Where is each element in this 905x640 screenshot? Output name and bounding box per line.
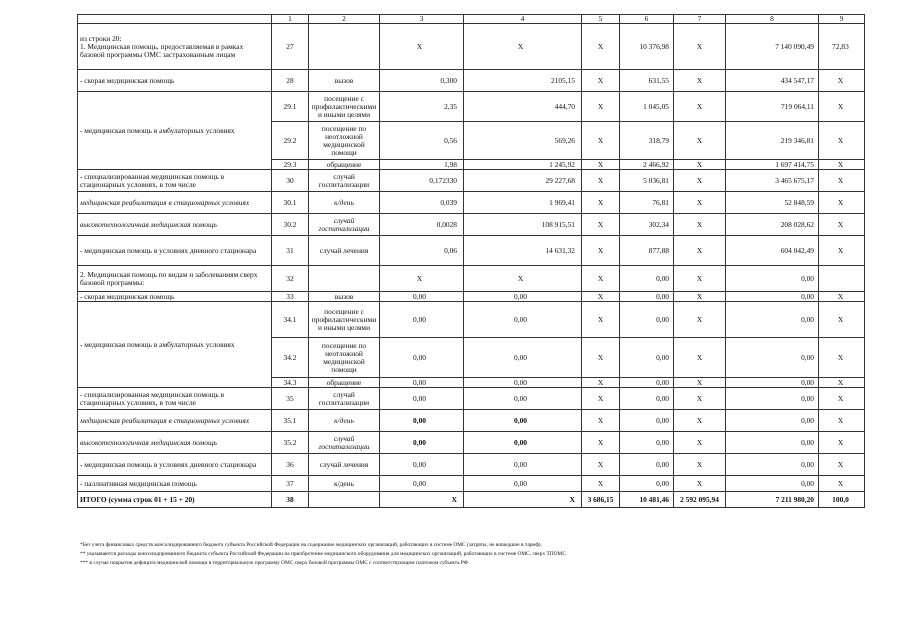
cost-cell: 0,00 [464,410,582,432]
volume-cell: 0,172330 [380,170,464,192]
cost-cell: 1 969,41 [464,192,582,214]
row-label-cell: - скорая медицинская помощь [78,70,272,92]
table-row [78,476,865,492]
volume-cell: X [380,24,464,70]
cost-cell: X [464,492,582,508]
share-cell: X [819,92,865,122]
budget-sum-cell: X [674,122,726,160]
unit-cell [309,266,380,292]
unit-cell: вызов [309,292,380,302]
oms-per-capita-cell: 1 045,05 [620,92,674,122]
cost-cell: 0,00 [464,378,582,388]
table-row [78,266,865,292]
header-cell: 5 [582,15,620,24]
table-row [78,410,865,432]
budget-per-capita-cell: X [582,266,620,292]
budget-per-capita-cell: X [582,378,620,388]
header-cell-empty [78,15,272,24]
unit-cell: вызов [309,70,380,92]
oms-per-capita-cell: 0,00 [620,292,674,302]
oms-per-capita-cell: 631,55 [620,70,674,92]
budget-sum-cell: X [674,92,726,122]
oms-sum-cell: 0,00 [726,388,819,410]
unit-cell: случай госпитализации [309,214,380,236]
table-row [78,192,865,214]
header-cell: 3 [380,15,464,24]
unit-cell: случай госпитализации [309,432,380,454]
footnote: ** указываются расходы консолидированного бюджета субъекта Российской Федерации на приобретение медицинского оборудования для медицинских организаций, работающих в системе ОМС, сверх ТПОМС [80,551,566,557]
oms-per-capita-cell: 318,79 [620,122,674,160]
oms-sum-cell: 0,00 [726,266,819,292]
budget-sum-cell: X [674,192,726,214]
table-row [78,302,865,338]
table-row [78,214,865,236]
volume-cell: 0,0028 [380,214,464,236]
row-label-cell: - специализированная медицинская помощь в стационарных условиях, в том числе [78,170,272,192]
unit-cell: случай госпитализации [309,388,380,410]
volume-cell: 0,00 [380,292,464,302]
table-row [78,170,865,192]
header-cell: 1 [272,15,309,24]
share-cell: X [819,454,865,476]
share-cell: X [819,388,865,410]
share-cell [819,266,865,292]
header-cell: 8 [726,15,819,24]
budget-per-capita-cell: X [582,192,620,214]
oms-sum-cell: 219 346,81 [726,122,819,160]
row-label-cell: ИТОГО (сумма строк 01 + 15 + 20) [78,492,272,508]
share-cell: X [819,302,865,338]
oms-per-capita-cell: 0,00 [620,388,674,410]
row-number-cell: 29.3 [272,160,309,170]
volume-cell: 0,039 [380,192,464,214]
table-row [78,92,865,122]
budget-sum-cell: X [674,292,726,302]
oms-per-capita-cell: 302,34 [620,214,674,236]
row-label-cell: медицинская реабилитация в стационарных условиях [78,192,272,214]
oms-sum-cell: 0,00 [726,454,819,476]
row-number-cell: 34.3 [272,378,309,388]
budget-per-capita-cell: 3 686,15 [582,492,620,508]
table-row [78,236,865,266]
header-cell: 9 [819,15,865,24]
unit-cell: к/день [309,476,380,492]
table-row [78,492,865,508]
volume-cell: 0,06 [380,236,464,266]
row-number-cell: 30.1 [272,192,309,214]
unit-cell: посещение по неотложной медицинской помощи [309,338,380,378]
row-label-cell: - скорая медицинская помощь [78,292,272,302]
volume-cell: 0,300 [380,70,464,92]
table-row [78,388,865,410]
oms-sum-cell: 0,00 [726,432,819,454]
budget-per-capita-cell: X [582,302,620,338]
row-label-cell: - медицинская помощь в условиях дневного стационара [78,454,272,476]
budget-per-capita-cell: X [582,92,620,122]
row-label-cell: высокотехнологичная медицинская помощь [78,214,272,236]
row-number-cell: 34.1 [272,302,309,338]
cost-cell: 29 227,68 [464,170,582,192]
budget-sum-cell: X [674,388,726,410]
oms-per-capita-cell: 2 466,92 [620,160,674,170]
oms-per-capita-cell: 0,00 [620,378,674,388]
budget-per-capita-cell: X [582,388,620,410]
cost-cell: 108 915,51 [464,214,582,236]
budget-sum-cell: X [674,160,726,170]
volume-cell: 1,98 [380,160,464,170]
budget-per-capita-cell: X [582,410,620,432]
unit-cell: обращение [309,160,380,170]
cost-cell: X [464,24,582,70]
row-label-cell: - паллиативная медицинская помощь [78,476,272,492]
row-number-cell: 35.1 [272,410,309,432]
oms-sum-cell: 208 028,62 [726,214,819,236]
header-cell: 2 [309,15,380,24]
row-label-cell: из строки 20: 1. Медицинская помощь, предоставляемая в рамках базовой программы ОМС застрахованным лицам [78,24,272,70]
oms-sum-cell: 604 042,49 [726,236,819,266]
oms-per-capita-cell: 10 481,46 [620,492,674,508]
volume-cell: X [380,266,464,292]
footnote: *Без учета финансовых средств консолидированного бюджета субъекта Российской Федерации на содержание медицинских организаций, работающих в системе ОМС (затраты, не вошедшие в тариф). [80,542,542,548]
row-label-cell: медицинская реабилитация в стационарных условиях [78,410,272,432]
row-number-cell: 35.2 [272,432,309,454]
budget-sum-cell: 2 592 095,94 [674,492,726,508]
volume-cell: 0,56 [380,122,464,160]
row-number-cell: 35 [272,388,309,410]
row-label-cell: 2. Медицинская помощь по видам и заболеваниям сверх базовой программы: [78,266,272,292]
budget-per-capita-cell: X [582,454,620,476]
row-number-cell: 32 [272,266,309,292]
budget-sum-cell: X [674,454,726,476]
budget-sum-cell: X [674,70,726,92]
oms-sum-cell: 7 140 090,49 [726,24,819,70]
volume-cell: 0,00 [380,302,464,338]
cost-cell: 0,00 [464,302,582,338]
share-cell: X [819,378,865,388]
unit-cell: случай лечения [309,454,380,476]
share-cell: X [819,292,865,302]
cost-cell: 1 245,92 [464,160,582,170]
cost-cell: 14 631,32 [464,236,582,266]
cost-cell: 569,26 [464,122,582,160]
oms-per-capita-cell: 5 036,81 [620,170,674,192]
oms-sum-cell: 52 848,59 [726,192,819,214]
volume-cell: 0,00 [380,476,464,492]
oms-sum-cell: 1 697 414,75 [726,160,819,170]
volume-cell: 0,00 [380,388,464,410]
budget-per-capita-cell: X [582,338,620,378]
oms-per-capita-cell: 877,88 [620,236,674,266]
budget-sum-cell: X [674,410,726,432]
oms-sum-cell: 0,00 [726,292,819,302]
oms-per-capita-cell: 0,00 [620,454,674,476]
oms-sum-cell: 719 064,11 [726,92,819,122]
row-label-cell: - медицинская помощь в амбулаторных условиях [78,302,272,388]
cost-cell: 0,00 [464,292,582,302]
unit-cell: посещение с профилактическими и иными целями [309,302,380,338]
budget-per-capita-cell: X [582,170,620,192]
budget-sum-cell: X [674,432,726,454]
row-number-cell: 33 [272,292,309,302]
unit-cell [309,492,380,508]
table-row [78,292,865,302]
oms-per-capita-cell: 0,00 [620,476,674,492]
share-cell: X [819,338,865,378]
unit-cell: случай госпитализации [309,170,380,192]
volume-cell: 0,00 [380,432,464,454]
cost-cell: 0,00 [464,454,582,476]
budget-per-capita-cell: X [582,24,620,70]
budget-sum-cell: X [674,236,726,266]
oms-sum-cell: 7 211 980,20 [726,492,819,508]
oms-sum-cell: 0,00 [726,338,819,378]
column-number-row [78,15,865,24]
budget-sum-cell: X [674,24,726,70]
cost-cell: X [464,266,582,292]
row-number-cell: 30.2 [272,214,309,236]
table-row [78,432,865,454]
table-row [78,454,865,476]
cost-cell: 2105,15 [464,70,582,92]
budget-sum-cell: X [674,378,726,388]
oms-sum-cell: 434 547,17 [726,70,819,92]
unit-cell: случай лечения [309,236,380,266]
oms-sum-cell: 3 465 675,17 [726,170,819,192]
cost-cell: 0,00 [464,388,582,410]
cost-cell: 444,70 [464,92,582,122]
oms-sum-cell: 0,00 [726,378,819,388]
unit-cell: посещение с профилактическими и иными целями [309,92,380,122]
share-cell: X [819,192,865,214]
share-cell: X [819,70,865,92]
volume-cell: X [380,492,464,508]
volume-cell: 0,00 [380,410,464,432]
share-cell: 100,0 [819,492,865,508]
table-row [78,24,865,70]
table-body [78,15,865,508]
budget-sum-cell: X [674,266,726,292]
share-cell: X [819,432,865,454]
medical-care-table [77,14,865,508]
share-cell: X [819,160,865,170]
table-row [78,70,865,92]
header-cell: 4 [464,15,582,24]
share-cell: 72,83 [819,24,865,70]
header-cell: 7 [674,15,726,24]
volume-cell: 0,00 [380,454,464,476]
oms-sum-cell: 0,00 [726,302,819,338]
oms-sum-cell: 0,00 [726,410,819,432]
budget-per-capita-cell: X [582,432,620,454]
budget-per-capita-cell: X [582,122,620,160]
volume-cell: 2,35 [380,92,464,122]
share-cell: X [819,122,865,160]
oms-per-capita-cell: 76,81 [620,192,674,214]
cost-cell: 0,00 [464,432,582,454]
row-number-cell: 29.2 [272,122,309,160]
budget-per-capita-cell: X [582,236,620,266]
share-cell: X [819,170,865,192]
row-number-cell: 30 [272,170,309,192]
row-label-cell: - медицинская помощь в условиях дневного стационара [78,236,272,266]
unit-cell: к/день [309,192,380,214]
volume-cell: 0,00 [380,338,464,378]
oms-per-capita-cell: 0,00 [620,410,674,432]
oms-per-capita-cell: 0,00 [620,338,674,378]
oms-per-capita-cell: 0,00 [620,432,674,454]
row-number-cell: 34.2 [272,338,309,378]
budget-per-capita-cell: X [582,70,620,92]
share-cell: X [819,214,865,236]
oms-per-capita-cell: 0,00 [620,302,674,338]
header-cell: 6 [620,15,674,24]
oms-per-capita-cell: 10 376,98 [620,24,674,70]
row-label-cell: - медицинская помощь в амбулаторных условиях [78,92,272,170]
budget-per-capita-cell: X [582,292,620,302]
row-number-cell: 31 [272,236,309,266]
oms-sum-cell: 0,00 [726,476,819,492]
oms-per-capita-cell: 0,00 [620,266,674,292]
row-label-cell: высокотехнологичная медицинская помощь [78,432,272,454]
unit-cell: посещение по неотложной медицинской помощи [309,122,380,160]
share-cell: X [819,476,865,492]
budget-sum-cell: X [674,170,726,192]
budget-per-capita-cell: X [582,214,620,236]
row-label-cell: - специализированная медицинская помощь в стационарных условиях, в том числе [78,388,272,410]
share-cell: X [819,236,865,266]
footnotes [80,541,880,568]
budget-per-capita-cell: X [582,476,620,492]
budget-per-capita-cell: X [582,160,620,170]
cost-cell: 0,00 [464,338,582,378]
cost-cell: 0,00 [464,476,582,492]
budget-sum-cell: X [674,338,726,378]
row-number-cell: 29.1 [272,92,309,122]
share-cell: X [819,410,865,432]
footnote: *** в случае покрытия дефицита медицинской помощи в территориальную программу ОМС сверх базовой программы ОМС с соответствующим платежом субъекта РФ [80,560,469,566]
row-number-cell: 38 [272,492,309,508]
row-number-cell: 28 [272,70,309,92]
budget-sum-cell: X [674,476,726,492]
row-number-cell: 37 [272,476,309,492]
budget-sum-cell: X [674,302,726,338]
unit-cell: обращение [309,378,380,388]
row-number-cell: 36 [272,454,309,476]
row-number-cell: 27 [272,24,309,70]
unit-cell: к/день [309,410,380,432]
unit-cell [309,24,380,70]
budget-sum-cell: X [674,214,726,236]
volume-cell: 0,00 [380,378,464,388]
